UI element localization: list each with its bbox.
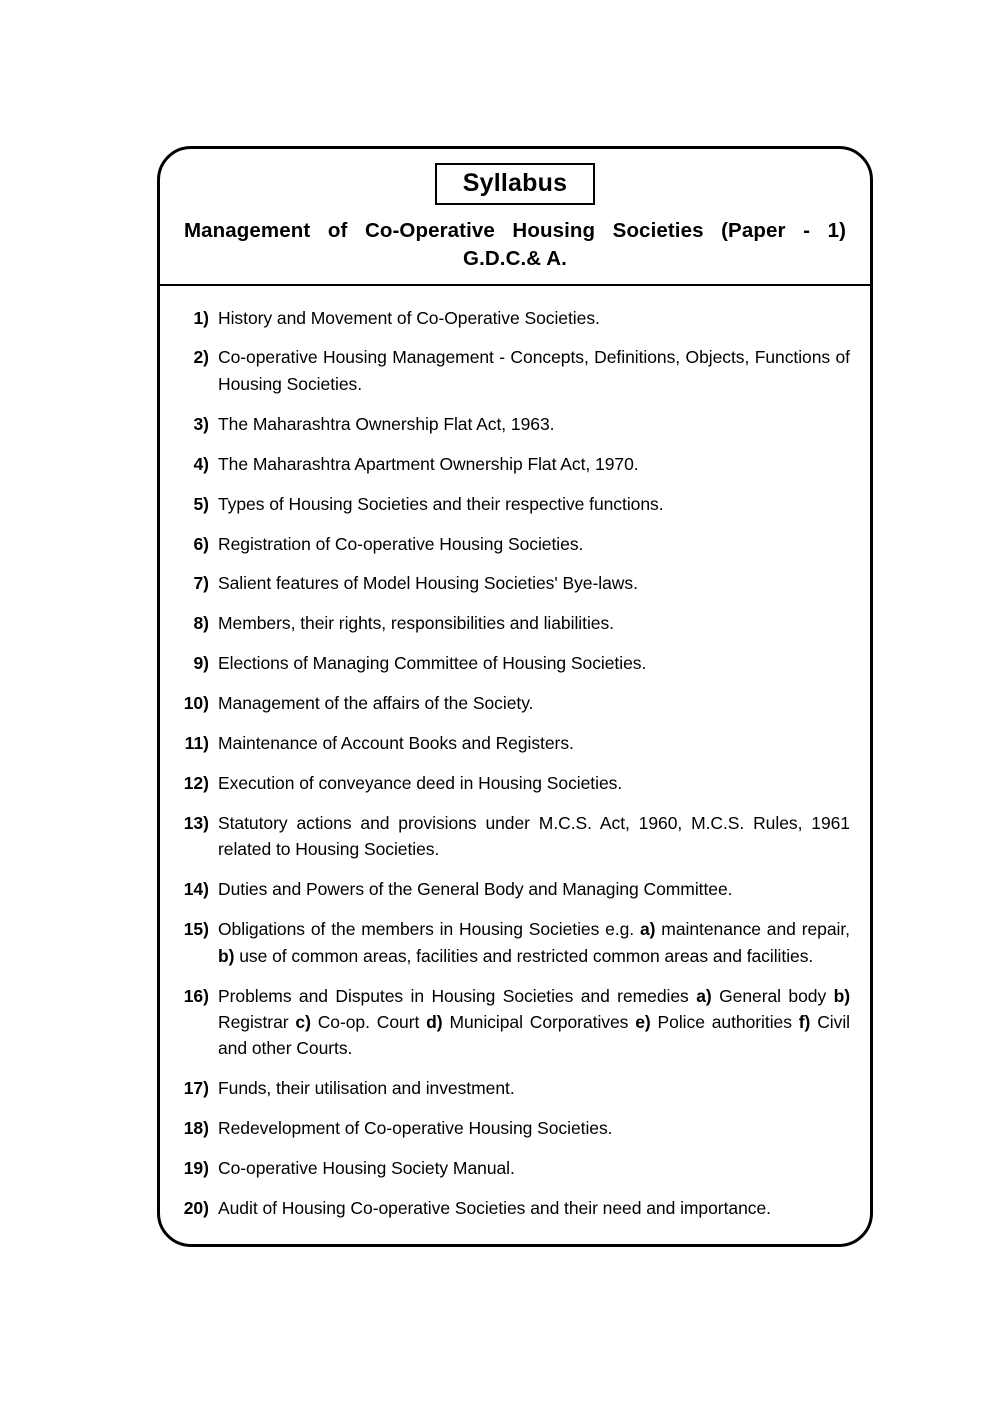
list-item-text: Funds, their utilisation and investment. (218, 1078, 515, 1099)
list-item (174, 491, 850, 517)
list-item (174, 690, 850, 716)
list-item-number: 13) (183, 812, 209, 833)
list-item-text: Statutory actions and provisions under M.C.S. Act, 1960, M.C.S. Rules, 1961 related to Housing Societies. (218, 812, 850, 860)
list-item-text: Management of the affairs of the Society. (218, 693, 534, 714)
list-item-text: Audit of Housing Co-operative Societies and their need and importance. (218, 1198, 771, 1219)
list-item-number: 3) (193, 413, 209, 434)
list-item-number: 2) (193, 347, 209, 368)
list-item-text: Co-operative Housing Society Manual. (218, 1158, 515, 1179)
list-item (174, 730, 850, 756)
list-item (174, 876, 850, 902)
list-item (174, 650, 850, 676)
list-item-number: 10) (183, 693, 209, 714)
syllabus-list (160, 286, 870, 1244)
list-item (174, 570, 850, 596)
list-item (174, 983, 850, 1062)
list-item-number: 20) (183, 1198, 209, 1219)
list-item (174, 610, 850, 636)
syllabus-header (160, 149, 870, 286)
list-item (174, 916, 850, 969)
list-item-number: 15) (183, 919, 209, 940)
list-item-text: Members, their rights, responsibilities and liabilities. (218, 613, 614, 634)
list-item (174, 305, 850, 331)
list-item-number: 8) (193, 613, 209, 634)
list-item (174, 344, 850, 397)
list-item-text: Execution of conveyance deed in Housing Societies. (218, 773, 623, 794)
list-item-number: 11) (184, 733, 209, 754)
list-item-number: 7) (193, 573, 209, 594)
list-item-text: Obligations of the members in Housing Societies e.g. a) maintenance and repair, b) use of common areas, facilities and restricted common areas and facilities. (218, 919, 850, 966)
list-item-text: Problems and Disputes in Housing Societies and remedies a) General body b) Registrar c) Co-op. Court d) Municipal Corporatives e) Police authorities f) Civil and other Courts. (218, 985, 850, 1059)
list-item-text: The Maharashtra Apartment Ownership Flat Act, 1970. (218, 453, 639, 474)
list-item-text: Elections of Managing Committee of Housing Societies. (218, 653, 647, 674)
list-item (174, 531, 850, 557)
list-item-number: 14) (183, 879, 209, 900)
list-item-text: The Maharashtra Ownership Flat Act, 1963. (218, 413, 555, 434)
list-item-number: 16) (183, 985, 209, 1006)
list-item-number: 9) (193, 653, 209, 674)
syllabus-tag: Syllabus (435, 163, 595, 205)
list-item-number: 18) (183, 1118, 209, 1139)
list-item-text: Types of Housing Societies and their respective functions. (218, 493, 664, 514)
list-item (174, 1075, 850, 1101)
list-item-number: 4) (193, 453, 209, 474)
list-item-text: Duties and Powers of the General Body and Managing Committee. (218, 879, 733, 900)
list-item-number: 12) (183, 773, 209, 794)
list-item-number: 1) (193, 307, 209, 328)
list-item (174, 770, 850, 796)
list-item (174, 1155, 850, 1181)
page-subtitle: G.D.C.& A. (463, 247, 567, 271)
list-item (174, 1195, 850, 1221)
list-item-number: 5) (193, 493, 209, 514)
syllabus-box (157, 146, 873, 1247)
list-item (174, 411, 850, 437)
list-item-text: Redevelopment of Co-operative Housing Societies. (218, 1118, 613, 1139)
list-item-text: History and Movement of Co-Operative Societies. (218, 307, 600, 328)
list-item-number: 17) (183, 1078, 209, 1099)
list-item-text: Maintenance of Account Books and Registers. (218, 733, 574, 754)
page-title: Management of Co-Operative Housing Societies (Paper - 1) (184, 219, 846, 242)
list-item-text: Registration of Co-operative Housing Societies. (218, 533, 584, 554)
list-item (174, 1115, 850, 1141)
syllabus-tag-container (178, 163, 852, 205)
list-item-text: Salient features of Model Housing Societies' Bye-laws. (218, 573, 638, 594)
list-item (174, 451, 850, 477)
list-item-number: 19) (183, 1158, 209, 1179)
list-item-text: Co-operative Housing Management - Concepts, Definitions, Objects, Functions of Housing Societies. (218, 347, 850, 394)
list-item (174, 810, 850, 863)
list-item-number: 6) (193, 533, 209, 554)
